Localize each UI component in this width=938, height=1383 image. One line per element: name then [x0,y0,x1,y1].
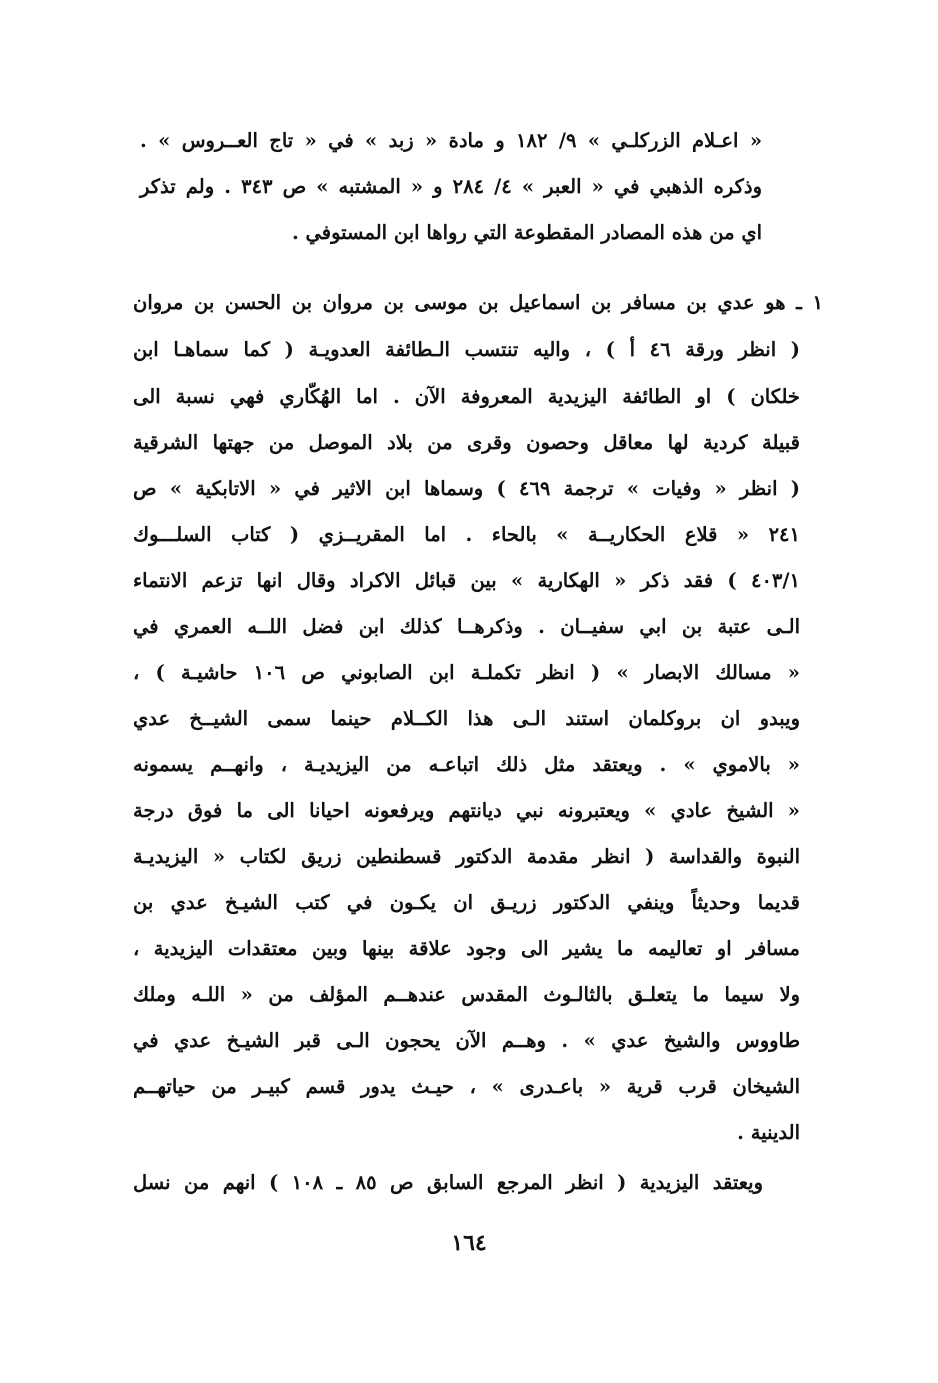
text-line: مسافر او تعاليمه ما يشير الى وجود علاقة بينها وبين معتقدات اليزيدية ، [133,937,800,960]
text-line: قبيلة كردية لها معاقل وحصون وقرى من بلاد الموصل من جهتها الشرقية [133,431,800,454]
text-line: وذكره الذهبي في « العبر » ٤/ ٢٨٤ و « المشتبه » ص ٣٤٣ . ولم تذكر [140,175,763,198]
text-line: ويبدو ان بروكلمان استند الـى هذا الكــلام حينما سمى الشيــخ عدي [133,707,800,730]
text-line: ٢٤١ « قلاع الحكاريــة » بالحاء . اما المقريــزي ( كتاب السلـــوك [133,523,800,546]
page-number: ١٦٤ [451,1230,487,1256]
text-line: النبوة والقداسة ( انظر مقدمة الدكتور قسطنطين زريق لكتاب « اليزيديـة [133,845,800,868]
text-line: الشيخان قرب قرية « باعـدرى » ، حيـث يدور قسم كبيـر من حياتهــم [133,1075,800,1098]
text-line: الـى عتبة بن ابي سفيــان . وذكرهــا كذلك ابن فضل اللــه العمري في [133,615,800,638]
text-line: خلكان ) او الطائفة اليزيدية المعروفة الآن . اما الهُكّاري فهي نسبة الى [133,385,800,408]
text-line: « اعـلام الزركلـي » ٩/ ١٨٢ و مادة « زبد » في « تاج العــروس » . [140,129,763,152]
text-line: ولا سيما ما يتعلـق بالثالـوث المقدس عندهــم المؤلف من « اللـه وملك [133,983,800,1006]
text-line: ( انظر « وفيات » ترجمة ٤٦٩ ) وسماها ابن الاثير في « الاتابكية » ص [133,477,800,500]
text-line: طاووس والشيخ عدي » . وهــم الآن يحجون الـى قبر الشيـخ عدي في [133,1029,800,1052]
text-line: قديما وحديثاً وينفي الدكتور زريـق ان يكـون في كتب الشيـخ عدي بن [133,891,800,914]
text-line: « الشيخ عادي » ويعتبرونه نبي ديانتهم ويرفعونه احيانا الى ما فوق درجة [133,799,800,822]
text-line: الدينية . [737,1121,800,1144]
text-line: اي من هذه المصادر المقطوعة التي رواها ابن المستوفي . [291,221,762,244]
text-line: ( انظر ورقة ٤٦ أ ) ، واليه تنتسب الـطائفة العدويـة ( كما سماهـا ابن [133,338,800,361]
text-line: ويعتقد اليزيدية ( انظر المرجع السابق ص ٨٥ ـ ١٠٨ ) انهم من نسل [133,1171,763,1194]
text-line: ١ ـ هو عدي بن مسافر بن اسماعيل بن موسى بن مروان بن الحسن بن مروان [133,291,823,314]
text-line: « مسالك الابصار » ( انظر تكملـة ابن الصابوني ص ١٠٦ حاشيـة ) ، [133,661,800,684]
text-line: ٤٠٣/١ ) فقد ذكر « الهكارية » بين قبائل الاكراد وقال انها تزعم الانتماء [133,569,800,592]
text-line: « بالاموي » . ويعتقد مثل ذلك اتباعـه من اليزيديـة ، وانهــم يسمونه [133,753,800,776]
